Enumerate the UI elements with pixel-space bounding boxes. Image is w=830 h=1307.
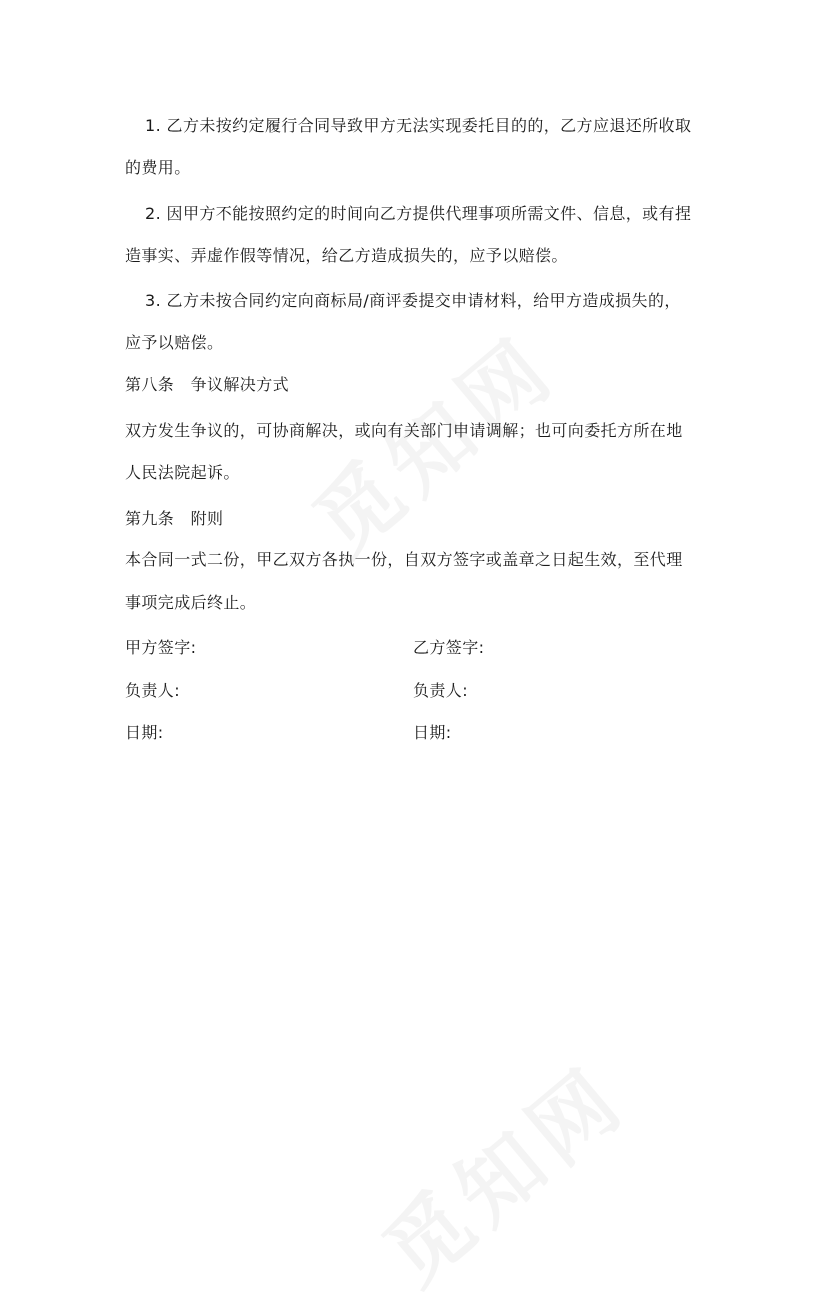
article-9-heading: 第九条 附则: [125, 509, 224, 528]
item-2-line-1: 2. 因甲方不能按照约定的时间向乙方提供代理事项所需文件、信息，或有捏: [145, 204, 692, 223]
party-a-date-label: 日期:: [125, 723, 164, 742]
article-9-line-1: 本合同一式二份，甲乙双方各执一份，自双方签字或盖章之日起生效，至代理: [125, 550, 683, 569]
item-1-line-2: 的费用。: [125, 158, 191, 177]
watermark: [354, 1034, 648, 1307]
article-8-line-2: 人民法院起诉。: [125, 463, 240, 482]
article-8-line-1: 双方发生争议的，可协商解决，或向有关部门申请调解；也可向委托方所在地: [125, 421, 683, 440]
party-a-signature-label: 甲方签字:: [125, 638, 197, 657]
party-a-person-label: 负责人:: [125, 681, 180, 700]
party-b-person-label: 负责人:: [413, 681, 468, 700]
party-b-date-label: 日期:: [413, 723, 452, 742]
item-2-line-2: 造事实、弄虚作假等情况，给乙方造成损失的，应予以赔偿。: [125, 246, 568, 265]
item-3-line-2: 应予以赔偿。: [125, 333, 224, 352]
item-3-line-1: 3. 乙方未按合同约定向商标局/商评委提交申请材料，给甲方造成损失的，: [145, 291, 681, 310]
article-8-heading: 第八条 争议解决方式: [125, 375, 290, 394]
item-1-line-1: 1. 乙方未按约定履行合同导致甲方无法实现委托目的的，乙方应退还所收取: [145, 116, 692, 135]
party-b-signature-label: 乙方签字:: [413, 638, 485, 657]
article-9-line-2: 事项完成后终止。: [125, 593, 257, 612]
